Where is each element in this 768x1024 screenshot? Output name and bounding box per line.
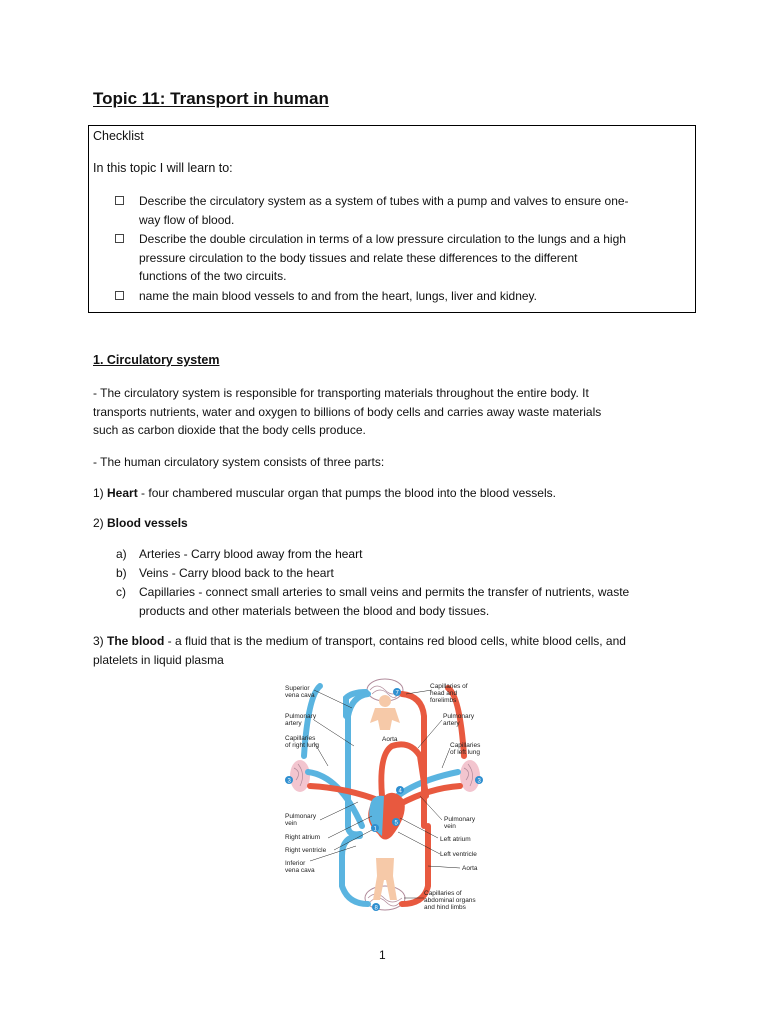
part-description: - a fluid that is the medium of transport, contains red blood cells, white blood cells, and xyxy=(164,634,626,648)
checklist-item-line: way flow of blood. xyxy=(139,212,235,227)
label-capillaries-left-lung: of left lung xyxy=(450,749,480,756)
checklist-item-line: name the main blood vessels to and from the heart, lungs, liver and kidney. xyxy=(139,289,537,303)
left-lung xyxy=(460,760,480,792)
marker-number: 8 xyxy=(374,905,378,912)
section-heading: 1. Circulatory system xyxy=(93,353,220,367)
label-superior-vena-cava: Superior xyxy=(285,685,310,692)
label-capillaries-head: head and xyxy=(430,690,458,697)
checklist-intro: In this topic I will learn to: xyxy=(93,161,233,175)
label-pulmonary-vein: vein xyxy=(444,823,456,830)
label-pulmonary-vein: vein xyxy=(285,820,297,827)
circulatory-diagram xyxy=(280,676,490,922)
label-capillaries-left-lung: Capillaries xyxy=(450,742,481,749)
paragraph-line: - The circulatory system is responsible for transporting materials throughout the entire body. It xyxy=(93,386,589,400)
paragraph-intro xyxy=(93,384,683,440)
label-inferior-vena-cava: Inferior xyxy=(285,860,306,867)
vessel-item xyxy=(116,545,686,564)
checkbox-icon[interactable] xyxy=(115,196,124,205)
marker-number: 7 xyxy=(395,690,399,697)
paragraph-line: transports nutrients, water and oxygen to billions of body cells and carries away waste materials xyxy=(93,404,602,419)
label-pulmonary-vein: Pulmonary xyxy=(285,813,317,820)
label-aorta: Aorta xyxy=(462,865,478,872)
checklist-heading: Checklist xyxy=(93,129,144,143)
label-capillaries-abdomen: Capillaries of xyxy=(424,890,462,897)
part-term: Heart xyxy=(107,486,138,500)
label-pulmonary-vein: Pulmonary xyxy=(444,816,476,823)
marker-number: 3 xyxy=(477,778,481,785)
part-number: 2) xyxy=(93,516,108,530)
part-heart xyxy=(93,484,683,503)
checklist-item-line: pressure circulation to the body tissues and relate these differences to the different xyxy=(139,250,578,265)
body-bottom-figure xyxy=(373,858,397,900)
label-pulmonary-artery: artery xyxy=(285,720,302,727)
paragraph-parts: - The human circulatory system consists of three parts: xyxy=(93,455,385,469)
list-marker: a) xyxy=(116,547,127,561)
body-top-figure xyxy=(370,695,400,730)
label-superior-vena-cava: vena cava xyxy=(285,692,315,699)
label-capillaries-right-lung: of right lung xyxy=(285,742,319,749)
checklist-item xyxy=(115,287,675,306)
label-inferior-vena-cava: vena cava xyxy=(285,867,315,874)
part-blood xyxy=(93,632,683,669)
part-number: 3) xyxy=(93,634,108,648)
paragraph-line: such as carbon dioxide that the body cells produce. xyxy=(93,423,366,437)
checkbox-icon[interactable] xyxy=(115,291,124,300)
list-marker: b) xyxy=(116,566,127,580)
label-left-ventricle: Left ventricle xyxy=(440,851,477,858)
label-right-ventricle: Right ventricle xyxy=(285,847,327,854)
checklist-item-line: functions of the two circuits. xyxy=(139,269,287,283)
part-term: Blood vessels xyxy=(107,516,188,530)
part-term: The blood xyxy=(107,634,165,648)
marker-number: 5 xyxy=(394,820,398,827)
page-number: 1 xyxy=(379,948,386,962)
label-pulmonary-artery: Pulmonary xyxy=(443,713,475,720)
checkbox-icon[interactable] xyxy=(115,234,124,243)
capillaries-abdomen xyxy=(365,886,405,910)
part-description: - four chambered muscular organ that pumps the blood into the blood vessels. xyxy=(137,486,556,500)
list-text: Veins - Carry blood back to the heart xyxy=(139,566,334,580)
part-number: 1) xyxy=(93,486,108,500)
checklist-item-line: Describe the circulatory system as a system of tubes with a pump and valves to ensure one- xyxy=(139,194,629,208)
vessel-item xyxy=(116,564,686,583)
label-capillaries-abdomen: abdominal organs xyxy=(424,897,476,904)
list-text: Capillaries - connect small arteries to small veins and permits the transfer of nutrients, waste xyxy=(139,585,630,599)
checklist-item xyxy=(115,192,675,229)
label-capillaries-head: Capillaries of xyxy=(430,683,468,690)
label-pulmonary-artery: artery xyxy=(443,720,460,727)
label-capillaries-head: forelimbs xyxy=(430,697,457,704)
label-pulmonary-artery: Pulmonary xyxy=(285,713,317,720)
label-capillaries-abdomen: and hind limbs xyxy=(424,904,466,911)
label-right-atrium: Right atrium xyxy=(285,834,321,841)
checklist-item-line: Describe the double circulation in terms of a low pressure circulation to the lungs and a high xyxy=(139,232,626,246)
marker-number: 1 xyxy=(373,826,377,833)
vessel-item xyxy=(116,583,686,620)
list-text: Arteries - Carry blood away from the heart xyxy=(139,547,363,561)
list-text: products and other materials between the blood and body tissues. xyxy=(139,603,490,618)
marker-number: 3 xyxy=(287,778,291,785)
page-title: Topic 11: Transport in human xyxy=(93,89,329,108)
part-description-line: platelets in liquid plasma xyxy=(93,652,224,667)
list-marker: c) xyxy=(116,585,126,599)
right-lung xyxy=(287,760,310,792)
label-left-atrium: Left atrium xyxy=(440,836,471,843)
part-blood-vessels xyxy=(93,514,683,533)
label-aorta: Aorta xyxy=(382,736,398,743)
checklist-box xyxy=(88,125,696,313)
marker-number: 4 xyxy=(398,788,402,795)
label-capillaries-right-lung: Capillaries xyxy=(285,735,316,742)
checklist-item xyxy=(115,230,675,286)
